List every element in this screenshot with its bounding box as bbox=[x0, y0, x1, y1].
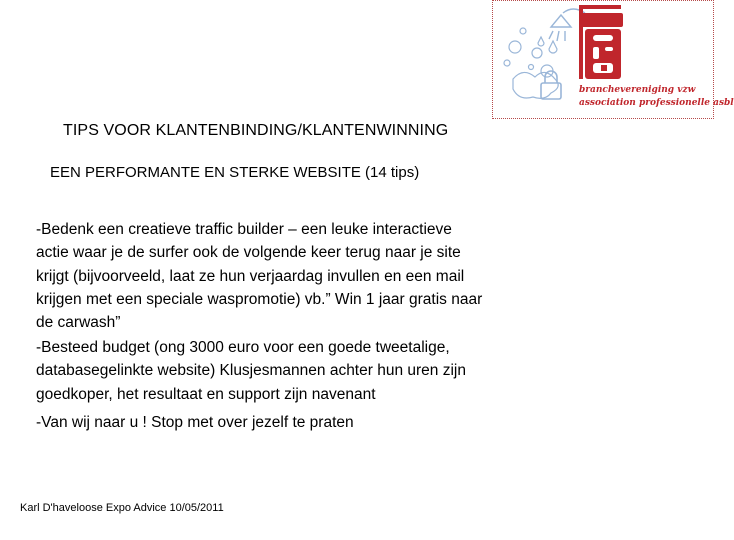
slide-footer: Karl D'haveloose Expo Advice 10/05/2011 bbox=[20, 502, 224, 514]
logo-group-label: GROUP bbox=[583, 15, 615, 24]
tip-budget: -Besteed budget (ong 3000 euro voor een goede tweetalige, databasegelinkte website) Klusjesmannen achter hun uren zijn goedkoper, het resultaat en support zijn navenant bbox=[36, 339, 466, 403]
slide-subtitle: EEN PERFORMANTE EN STERKE WEBSITE (14 tips) bbox=[50, 164, 420, 181]
logo-tagline-dutch: branchevereniging vzw bbox=[579, 85, 696, 95]
slide-title: TIPS VOOR KLANTENBINDING/KLANTENWINNING bbox=[63, 122, 449, 139]
logo-tagline-french: association professionelle asbl bbox=[579, 98, 734, 108]
tip-traffic-builder: -Bedenk een creatieve traffic builder – een leuke interactieve actie waar je de surfer ook de volgende keer terug naar je site krijgt (bijvoorveeld, laat ze hun verjaardag invullen en een mail krijgen met een speciale waspromotie) vb.” Win 1 jaar gratis naar de carwash” bbox=[36, 221, 483, 332]
water-drops-icon bbox=[504, 28, 558, 98]
tip-customer-focus: -Van wij naar u ! Stop met over jezelf te praten bbox=[36, 414, 354, 431]
cs-group-logo bbox=[492, 0, 734, 119]
